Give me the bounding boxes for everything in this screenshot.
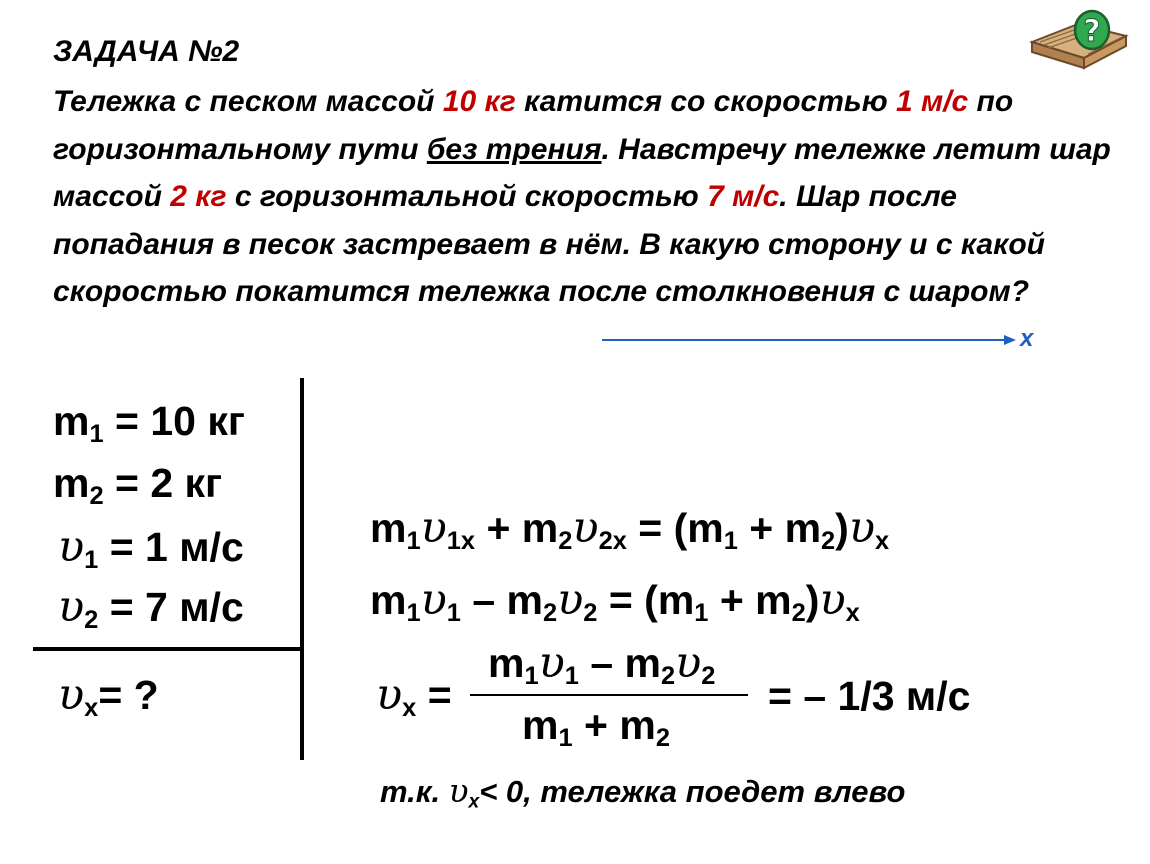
- operator: +: [708, 577, 756, 623]
- subscript: 1: [89, 420, 104, 449]
- conclusion-text: < 0, тележка поедет влево: [479, 774, 906, 809]
- fraction-numerator: [488, 638, 716, 691]
- given-value: = 7 м/с: [98, 584, 244, 630]
- problem-text: . Навстречу тележке летит шар массой: [53, 132, 1111, 213]
- subscript: 2: [89, 482, 104, 511]
- subscript: 1: [84, 546, 99, 575]
- x-axis-arrow: [600, 332, 1018, 348]
- given-value: = 1 м/с: [98, 524, 244, 570]
- subscript: 1: [558, 724, 573, 753]
- problem-text: . Шар после попадания в песок застревает в нём. В какую сторону и с какой скоростью покатится тележка после столкновения с шаром?: [53, 180, 1045, 308]
- svg-text:?: ?: [1083, 14, 1101, 49]
- symbol-m: m: [488, 640, 525, 686]
- symbol-v: 𝜐: [538, 638, 565, 688]
- symbol-v: 𝜐: [819, 575, 846, 625]
- subscript: 2: [701, 662, 716, 691]
- operator: +: [737, 505, 785, 551]
- symbol-m: m: [522, 702, 559, 748]
- conclusion-prefix: т.к.: [380, 774, 449, 809]
- conclusion: [380, 772, 906, 813]
- given-value: = 2 кг: [103, 460, 223, 506]
- vx-lhs: [376, 670, 452, 723]
- momentum-equation-projection: [370, 503, 890, 556]
- symbol-m: m: [657, 577, 695, 623]
- subscript: 2: [660, 662, 676, 691]
- subscript: 2: [655, 724, 670, 753]
- subscript: x: [402, 694, 417, 723]
- result-value: = – 1/3 м/с: [768, 673, 971, 719]
- symbol-m: m: [370, 505, 407, 551]
- symbol-v: 𝜐: [58, 670, 85, 720]
- unknown-value: = ?: [98, 672, 159, 718]
- task-title: ЗАДАЧА №2: [53, 35, 240, 68]
- given-vertical-divider: [300, 378, 304, 760]
- momentum-equation-scalar: [370, 575, 860, 628]
- subscript: 1x: [446, 527, 476, 556]
- subscript: 2x: [598, 527, 627, 556]
- given-vx-unknown: [58, 670, 159, 723]
- subscript: 1: [564, 662, 579, 691]
- symbol-v: 𝜐: [848, 503, 875, 553]
- subscript: 2: [791, 599, 806, 628]
- symbol-v: 𝜐: [420, 503, 447, 553]
- symbol-m: m: [619, 702, 656, 748]
- subscript: 1: [406, 527, 421, 556]
- symbol-v: 𝜐: [376, 670, 403, 720]
- subscript: 2: [821, 527, 836, 556]
- fraction-bar: [470, 694, 748, 696]
- operator: –: [460, 577, 507, 623]
- subscript: 2: [84, 606, 99, 635]
- symbol-v: 𝜐: [448, 772, 469, 810]
- problem-statement: [53, 78, 1113, 316]
- symbol-v: 𝜐: [58, 522, 85, 572]
- operator: ): [835, 505, 849, 551]
- problem-text: по горизонтальному пути: [53, 85, 1014, 166]
- given-value: = 10 кг: [103, 398, 245, 444]
- given-v2: [58, 582, 244, 635]
- operator: =: [416, 672, 452, 718]
- problem-text: Тележка с песком массой: [53, 85, 443, 118]
- symbol-v: 𝜐: [420, 575, 447, 625]
- given-horizontal-divider: [33, 647, 304, 651]
- operator: (: [673, 505, 688, 551]
- operator: +: [572, 702, 620, 748]
- subscript: 2: [583, 599, 598, 628]
- symbol-m: m: [370, 577, 407, 623]
- subscript: 2: [542, 599, 558, 628]
- symbol-m: m: [53, 398, 90, 444]
- subscript: x: [875, 527, 890, 556]
- no-friction-text: без трения: [426, 132, 602, 166]
- subscript: 1: [524, 662, 539, 691]
- mass-ball-value: 2 кг: [170, 180, 227, 213]
- symbol-m: m: [521, 505, 559, 551]
- symbol-v: 𝜐: [572, 503, 599, 553]
- symbol-m: m: [624, 640, 661, 686]
- subscript: 1: [406, 599, 421, 628]
- given-v1: [58, 522, 244, 575]
- subscript: 1: [723, 527, 738, 556]
- subscript: x: [468, 791, 480, 813]
- subscript: x: [845, 599, 860, 628]
- symbol-v: 𝜐: [675, 638, 702, 688]
- operator: +: [475, 505, 522, 551]
- symbol-m: m: [755, 577, 792, 623]
- symbol-m: m: [784, 505, 822, 551]
- problem-text: с горизонтальной скоростью: [226, 180, 708, 213]
- speed-ball-value: 7 м/с: [707, 180, 780, 213]
- subscript: 2: [558, 527, 573, 556]
- fraction-denominator: [522, 702, 670, 753]
- operator: =: [597, 577, 645, 623]
- x-axis-label: x: [1020, 325, 1034, 352]
- operator: (: [644, 577, 658, 623]
- symbol-m: m: [687, 505, 724, 551]
- subscript: 1: [446, 599, 461, 628]
- symbol-v: 𝜐: [58, 582, 85, 632]
- problem-text: катится со скоростью: [515, 85, 896, 118]
- symbol-m: m: [53, 460, 90, 506]
- speed-cart-value: 1 м/с: [895, 85, 969, 118]
- operator: ): [805, 577, 820, 623]
- given-m1: [53, 398, 245, 449]
- book-question-icon: [1028, 6, 1132, 76]
- symbol-v: 𝜐: [557, 575, 584, 625]
- subscript: 1: [694, 599, 709, 628]
- symbol-m: m: [506, 577, 543, 623]
- subscript: x: [84, 694, 99, 723]
- operator: –: [578, 640, 625, 686]
- mass-cart-value: 10 кг: [442, 85, 516, 118]
- given-m2: [53, 460, 223, 511]
- operator: =: [626, 505, 674, 551]
